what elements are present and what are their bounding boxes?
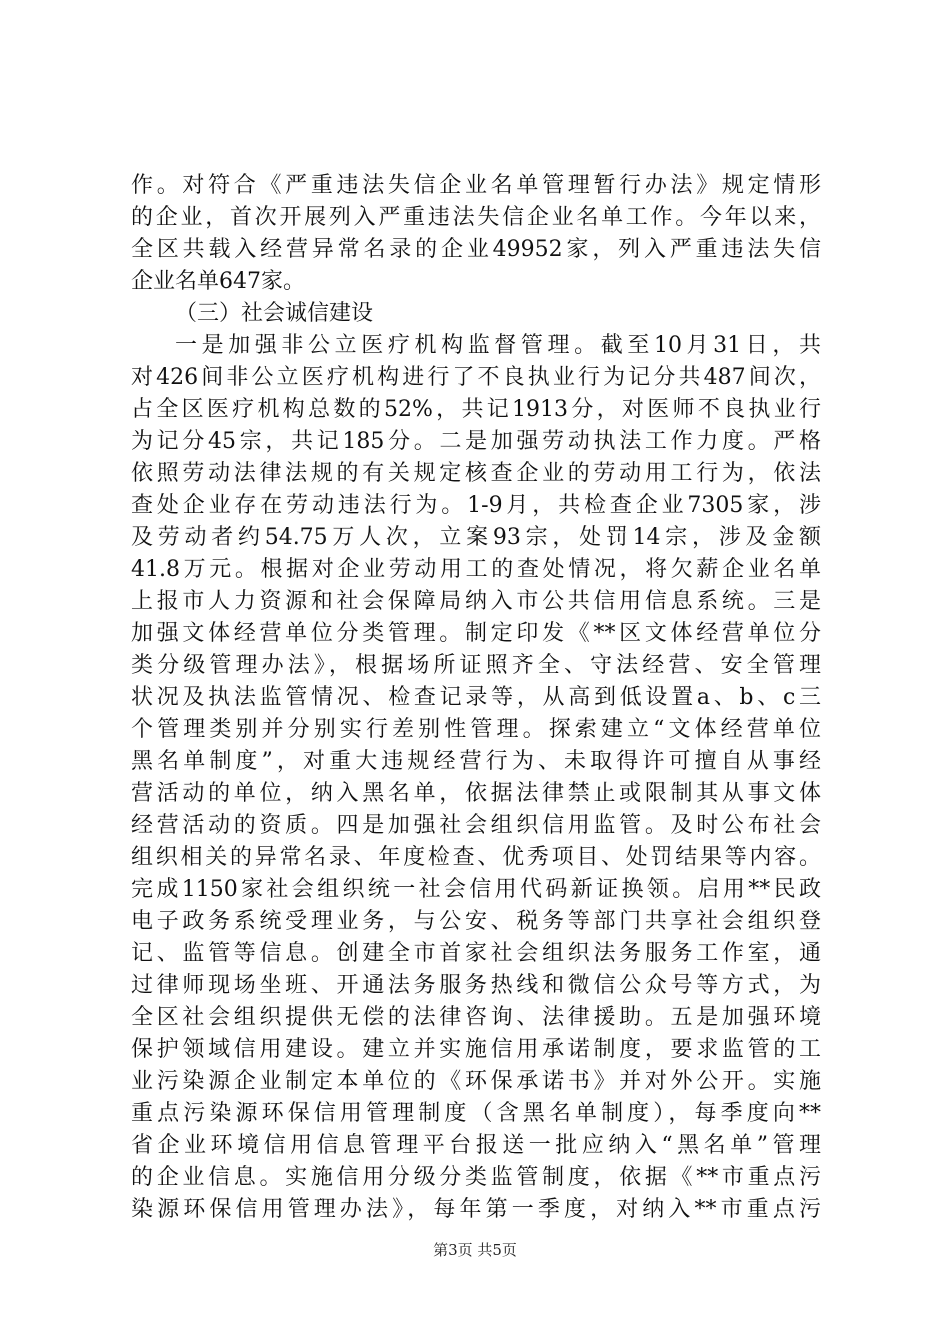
document-body [131,170,821,1226]
text-line: 保护领域信用建设。建立并实施信用承诺制度，要求监管的工 [131,1037,821,1062]
text-line: 加强文体经营单位分类管理。制定印发《**区文体经营单位分 [131,621,821,646]
text-line: 41.8万元。根据对企业劳动用工的查处情况，将欠薪企业名单 [131,557,821,582]
text-line: 染源环保信用管理办法》，每年第一季度，对纳入**市重点污 [131,1197,821,1222]
page-number-footer: 第3页 共5页 [433,1241,517,1259]
text-line: 全区共载入经营异常名录的企业49952家，列入严重违法失信 [131,237,821,262]
text-line: 营活动的单位，纳入黑名单，依据法律禁止或限制其从事文体 [131,781,821,806]
text-line: 重点污染源环保信用管理制度（含黑名单制度），每季度向** [131,1101,821,1126]
text-line: 全区社会组织提供无偿的法律咨询、法律援助。五是加强环境 [131,1005,821,1030]
text-line: 个管理类别并分别实行差别性管理。探索建立“文体经营单位 [131,717,821,742]
text-line: 业污染源企业制定本单位的《环保承诺书》并对外公开。实施 [131,1069,821,1094]
text-line: 类分级管理办法》，根据场所证照齐全、守法经营、安全管理 [131,653,821,678]
text-line: 状况及执法监管情况、检查记录等，从高到低设置a、b、c三 [131,685,821,710]
text-line: 完成1150家社会组织统一社会信用代码新证换领。启用**民政 [131,877,821,902]
text-line: 的企业，首次开展列入严重违法失信企业名单工作。今年以来， [131,205,821,230]
text-line: 过律师现场坐班、开通法务服务热线和微信公众号等方式，为 [131,973,821,998]
text-line: 作。对符合《严重违法失信企业名单管理暂行办法》规定情形 [131,173,821,198]
text-line: 一是加强非公立医疗机构监督管理。截至10月31日，共 [175,333,821,358]
text-line: 的企业信息。实施信用分级分类监管制度，依据《**市重点污 [131,1165,821,1190]
text-line: 记、监管等信息。创建全市首家社会组织法务服务工作室，通 [131,941,821,966]
text-line: 占全区医疗机构总数的52%，共记1913分，对医师不良执业行 [131,397,821,422]
section-heading: （三）社会诚信建设 [175,301,374,326]
text-line: 及劳动者约54.75万人次，立案93宗，处罚14宗，涉及金额 [131,525,821,550]
text-line: 查处企业存在劳动违法行为。1-9月，共检查企业7305家，涉 [131,493,821,518]
text-line: 组织相关的异常名录、年度检查、优秀项目、处罚结果等内容。 [131,845,821,870]
text-line: 对426间非公立医疗机构进行了不良执业行为记分共487间次， [131,365,821,390]
text-line: 企业名单647家。 [131,269,305,294]
text-line: 省企业环境信用信息管理平台报送一批应纳入“黑名单”管理 [131,1133,821,1158]
text-line: 电子政务系统受理业务，与公安、税务等部门共享社会组织登 [131,909,821,934]
text-line: 黑名单制度”，对重大违规经营行为、未取得许可擅自从事经 [131,749,821,774]
text-line: 依照劳动法律法规的有关规定核查企业的劳动用工行为，依法 [131,461,821,486]
text-line: 经营活动的资质。四是加强社会组织信用监管。及时公布社会 [131,813,821,838]
text-line: 上报市人力资源和社会保障局纳入市公共信用信息系统。三是 [131,589,821,614]
text-line: 为记分45宗，共记185分。二是加强劳动执法工作力度。严格 [131,429,821,454]
